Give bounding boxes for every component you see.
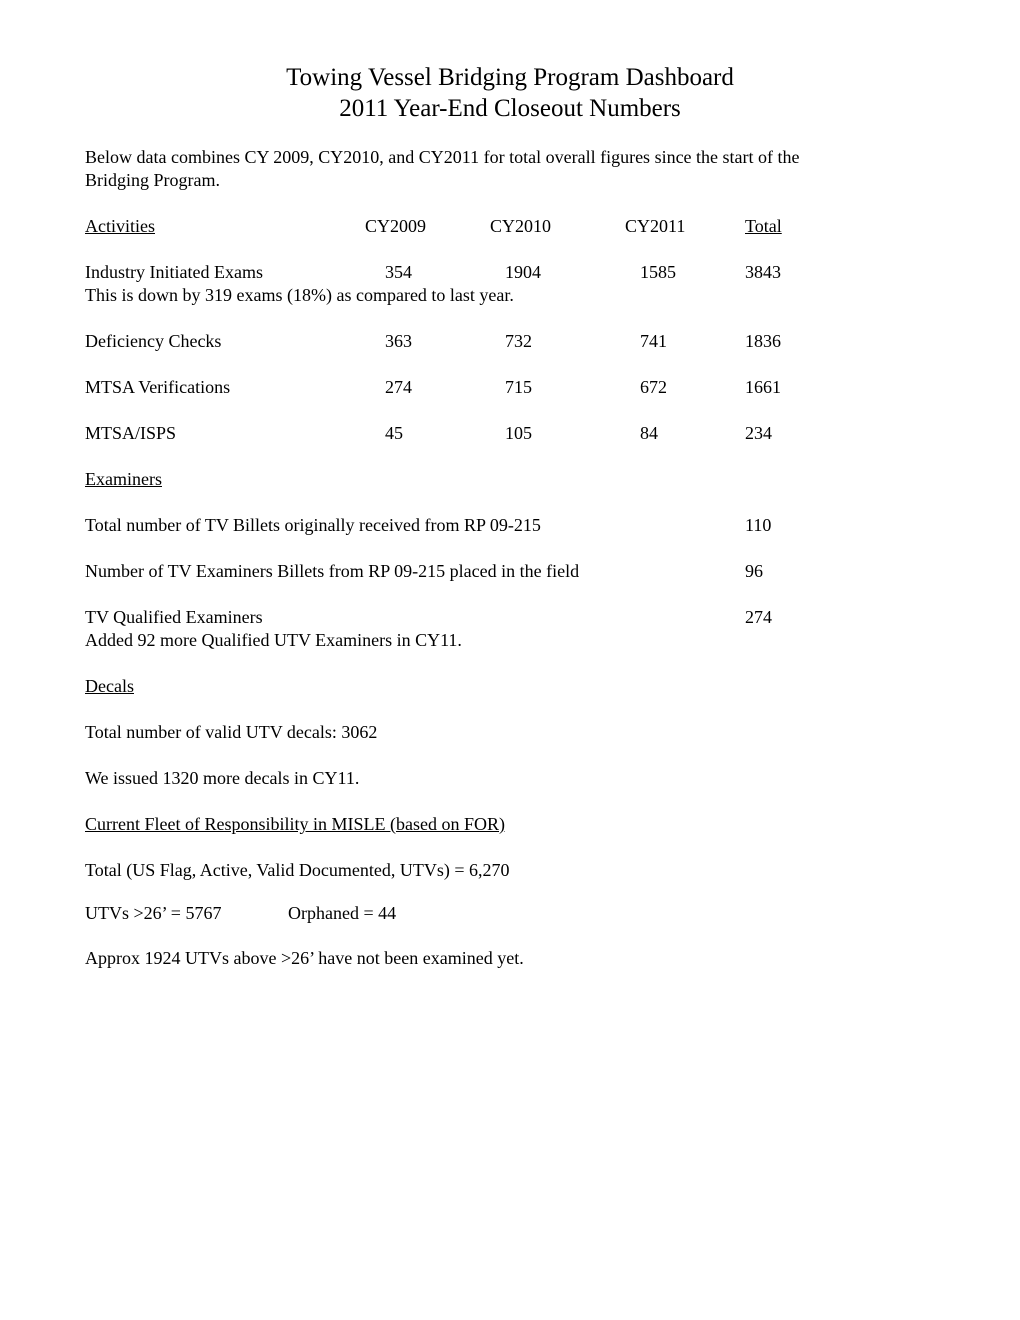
row-mtsa-isps-total: 234 <box>745 423 772 443</box>
row-label-mtsa-isps: MTSA/ISPS <box>85 423 177 443</box>
col-header-cy2010: CY2010 <box>490 216 552 236</box>
row-mtsa-verifications-total: 1661 <box>745 377 781 397</box>
row-industry-exams-total: 3843 <box>745 262 781 282</box>
exams-note: This is down by 319 exams (18%) as compared to last year. <box>85 285 514 305</box>
examiners-note: Added 92 more Qualified UTV Examiners in CY11. <box>85 630 462 650</box>
page-title: Towing Vessel Bridging Program Dashboard <box>286 64 734 91</box>
fleet-heading: Current Fleet of Responsibility in MISLE (based on FOR) <box>85 814 505 834</box>
row-mtsa-verifications-cy2009: 274 <box>385 377 412 397</box>
examiners-qualified-label: TV Qualified Examiners <box>85 607 263 627</box>
row-mtsa-isps-cy2010: 105 <box>505 423 532 443</box>
row-industry-exams-cy2009: 354 <box>385 262 412 282</box>
col-header-cy2009: CY2009 <box>365 216 427 236</box>
row-industry-exams-cy2010: 1904 <box>505 262 541 282</box>
fleet-approx: Approx 1924 UTVs above >26’ have not been examined yet. <box>85 948 524 968</box>
fleet-utvs: UTVs >26’ = 5767 <box>85 903 222 923</box>
row-deficiency-checks-cy2010: 732 <box>505 331 532 351</box>
examiners-billets-value: 110 <box>745 515 772 535</box>
page-subtitle: 2011 Year-End Closeout Numbers <box>339 95 681 122</box>
row-label-deficiency-checks: Deficiency Checks <box>85 331 222 351</box>
col-header-total: Total <box>745 216 782 236</box>
fleet-total: Total (US Flag, Active, Valid Documented, UTVs) = 6,270 <box>85 860 510 880</box>
activities-heading: Activities <box>85 216 155 236</box>
examiners-heading: Examiners <box>85 469 162 489</box>
row-industry-exams-cy2011: 1585 <box>640 262 676 282</box>
row-mtsa-isps-cy2009: 45 <box>385 423 403 443</box>
intro-line-2: Bridging Program. <box>85 170 220 190</box>
row-deficiency-checks-total: 1836 <box>745 331 781 351</box>
examiners-billets-label: Total number of TV Billets originally received from RP 09-215 <box>85 515 541 535</box>
row-mtsa-isps-cy2011: 84 <box>640 423 658 443</box>
row-mtsa-verifications-cy2010: 715 <box>505 377 532 397</box>
row-deficiency-checks-cy2011: 741 <box>640 331 667 351</box>
decals-heading: Decals <box>85 676 134 696</box>
row-label-mtsa-verifications: MTSA Verifications <box>85 377 231 397</box>
row-deficiency-checks-cy2009: 363 <box>385 331 412 351</box>
col-header-cy2011: CY2011 <box>625 216 686 236</box>
row-label-industry-exams: Industry Initiated Exams <box>85 262 263 282</box>
intro-line-1: Below data combines CY 2009, CY2010, and CY2011 for total overall figures since the start of the <box>85 147 800 167</box>
examiners-qualified-value: 274 <box>745 607 772 627</box>
row-mtsa-verifications-cy2011: 672 <box>640 377 667 397</box>
examiners-field-value: 96 <box>745 561 763 581</box>
decals-total: Total number of valid UTV decals: 3062 <box>85 722 378 742</box>
decals-issued: We issued 1320 more decals in CY11. <box>85 768 360 788</box>
examiners-field-label: Number of TV Examiners Billets from RP 09-215 placed in the field <box>85 561 580 581</box>
fleet-orphaned: Orphaned = 44 <box>288 903 397 923</box>
